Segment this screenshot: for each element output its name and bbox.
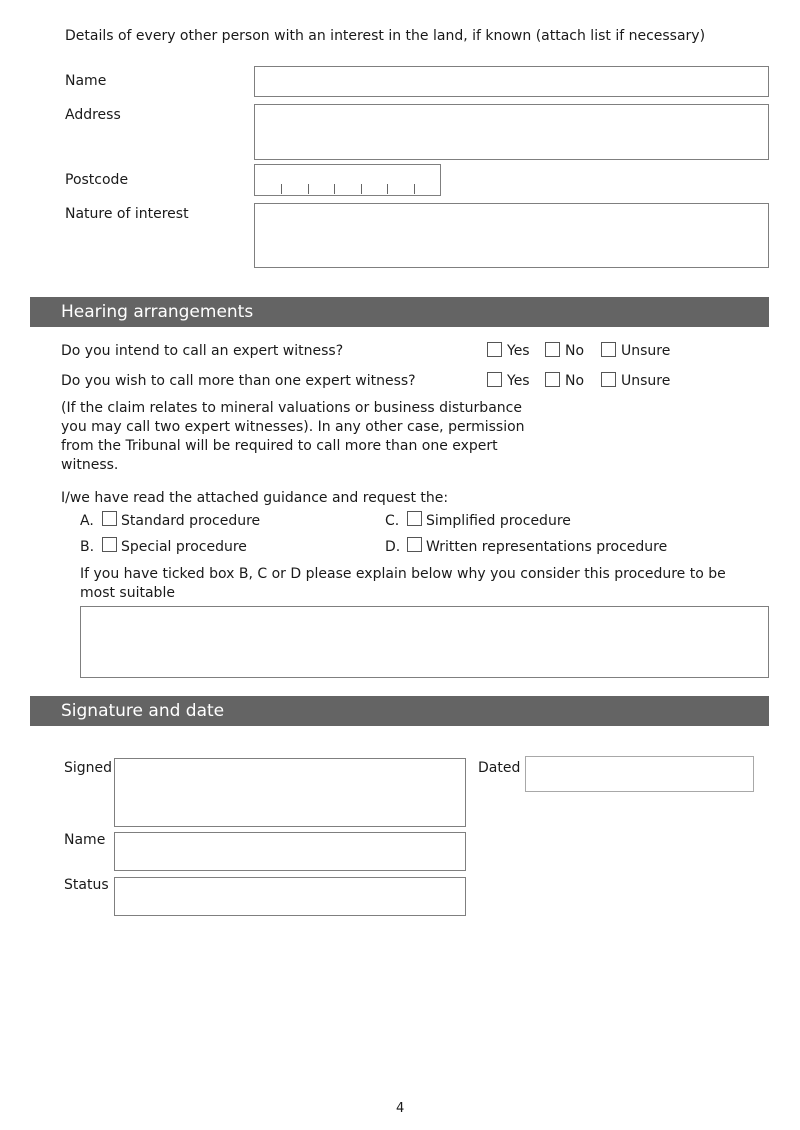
procedure-c-label: Simplified procedure	[426, 513, 571, 529]
procedure-c-checkbox[interactable]	[407, 511, 422, 526]
postcode-divider	[334, 184, 335, 194]
q1-yes-label: Yes	[507, 343, 530, 359]
hearing-heading: Hearing arrangements	[30, 297, 769, 327]
hearing-question-expert: Do you intend to call an expert witness?	[61, 343, 344, 359]
q2-unsure-checkbox[interactable]	[601, 372, 616, 387]
hearing-question-multiple: Do you wish to call more than one expert witness?	[61, 373, 416, 389]
signer-name-label: Name	[64, 832, 106, 848]
postcode-divider	[308, 184, 309, 194]
procedure-b-label: Special procedure	[121, 539, 247, 555]
interest-intro: Details of every other person with an interest in the land, if known (attach list if necessary)	[65, 28, 706, 44]
q1-no-label: No	[565, 343, 585, 359]
interest-postcode-field[interactable]	[254, 164, 441, 196]
interest-name-field[interactable]	[254, 66, 769, 97]
procedure-a-checkbox[interactable]	[102, 511, 117, 526]
procedure-a-label: Standard procedure	[121, 513, 261, 529]
procedure-d-letter: D.	[385, 539, 401, 555]
q1-yes-checkbox[interactable]	[487, 342, 502, 357]
interest-address-label: Address	[65, 107, 121, 123]
interest-address-field[interactable]	[254, 104, 769, 160]
procedure-request-intro: I/we have read the attached guidance and request the:	[61, 490, 449, 506]
procedure-explain-field[interactable]	[80, 606, 769, 678]
interest-nature-label: Nature of interest	[65, 206, 189, 222]
q2-yes-checkbox[interactable]	[487, 372, 502, 387]
page-number: 4	[396, 1101, 405, 1116]
procedure-b-checkbox[interactable]	[102, 537, 117, 552]
q1-no-checkbox[interactable]	[545, 342, 560, 357]
interest-name-label: Name	[65, 73, 107, 89]
q2-no-checkbox[interactable]	[545, 372, 560, 387]
q2-yes-label: Yes	[507, 373, 530, 389]
signed-label: Signed	[64, 760, 113, 776]
dated-field[interactable]	[525, 756, 754, 792]
q1-unsure-checkbox[interactable]	[601, 342, 616, 357]
q1-unsure-label: Unsure	[621, 343, 671, 359]
postcode-divider	[281, 184, 282, 194]
q2-no-label: No	[565, 373, 585, 389]
interest-postcode-label: Postcode	[65, 172, 129, 188]
procedure-explain-prompt: If you have ticked box B, C or D please explain below why you consider this procedure to be most suitable	[80, 566, 726, 601]
dated-label: Dated	[478, 760, 521, 776]
hearing-note: (If the claim relates to mineral valuations or business disturbance you may call two expert witnesses). In any other case, permission from the Tribunal will be required to call more than one expert witness.	[61, 400, 525, 473]
signature-field[interactable]	[114, 758, 466, 827]
q2-unsure-label: Unsure	[621, 373, 671, 389]
procedure-d-checkbox[interactable]	[407, 537, 422, 552]
signer-name-field[interactable]	[114, 832, 466, 871]
procedure-d-label: Written representations procedure	[426, 539, 668, 555]
procedure-a-letter: A.	[80, 513, 94, 529]
postcode-divider	[414, 184, 415, 194]
procedure-b-letter: B.	[80, 539, 95, 555]
postcode-divider	[387, 184, 388, 194]
postcode-divider	[361, 184, 362, 194]
interest-nature-field[interactable]	[254, 203, 769, 268]
signer-status-label: Status	[64, 877, 109, 893]
signature-heading: Signature and date	[30, 696, 769, 726]
procedure-c-letter: C.	[385, 513, 400, 529]
signer-status-field[interactable]	[114, 877, 466, 916]
